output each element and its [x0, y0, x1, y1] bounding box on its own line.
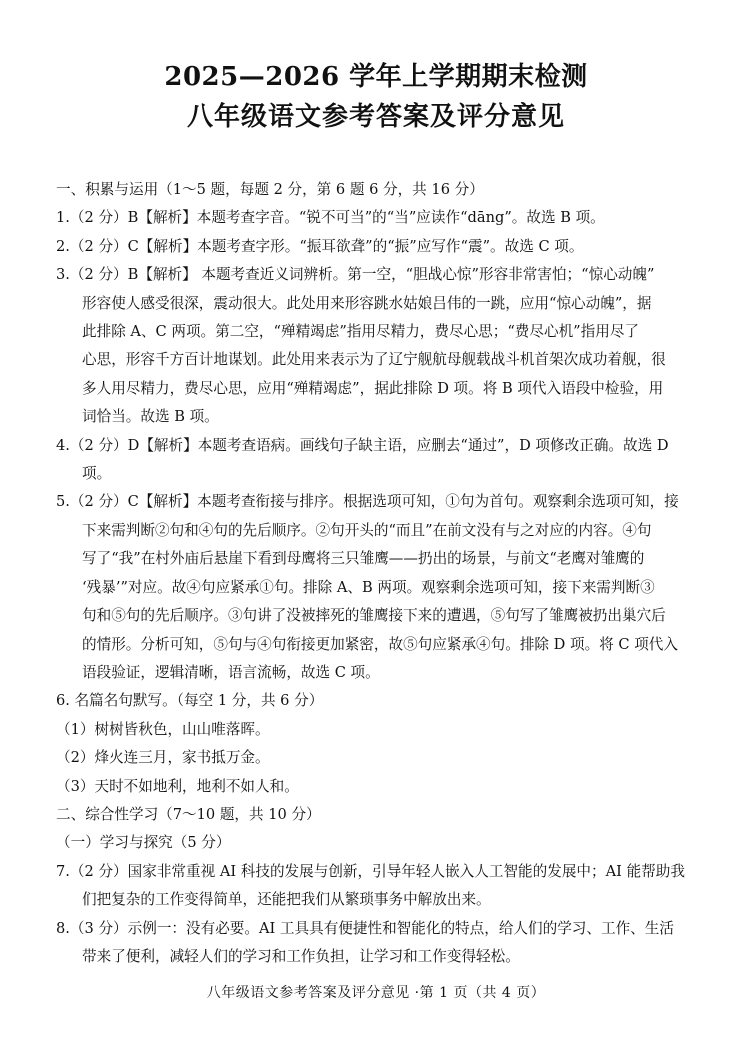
answer-line: 5.（2 分）C【解析】本题考查衔接与排序。根据选项可知，①句为首句。观察剩余选项可知，接	[56, 493, 679, 511]
answer-line: 此排除 A、C 两项。第二空，“殚精竭虑”指用尽精力，费尽心思；“费尽心机”指用尽了	[82, 323, 640, 341]
answer-q6-title: 6. 名篇名句默写。（每空 1 分，共 6 分）	[56, 692, 324, 710]
answer-line: ‘残暴’”对应。故④句应紧承①句。排除 A、B 两项。观察剩余选项可知，接下来需判断③	[82, 578, 655, 596]
answer-q7	[56, 858, 706, 915]
answer-line: 项。	[82, 465, 112, 483]
answer-q6-item-2: （2）烽火连三月，家书抵万金。	[56, 749, 270, 767]
answer-content	[56, 176, 706, 971]
answer-line: 多人用尽精力，费尽心思，应用“殚精竭虑”，据此排除 D 项。将 B 项代入语段中检验，用	[82, 379, 664, 397]
answer-line: 的情形。分析可知，⑤句与④句衔接更加紧密，故⑤句应紧承④句。排除 D 项。将 C 项代入	[82, 635, 678, 653]
answer-line: 心思，形容千方百计地谋划。此处用来表示为了辽宁舰航母舰载战斗机首架次成功着舰，很	[82, 351, 666, 369]
answer-q3	[56, 261, 706, 431]
answer-q6-item-1: （1）树树皆秋色，山山唯落晖。	[56, 720, 270, 738]
answer-line: 7.（2 分）国家非常重视 AI 科技的发展与创新，引导年轻人嵌入人工智能的发展中；AI 能帮助我	[56, 862, 685, 880]
answer-q6-item-3: （3）天时不如地利，地利不如人和。	[56, 777, 299, 795]
subsection-heading-1: （一）学习与探究（5 分）	[56, 834, 231, 852]
page-title: 2025—2026 学年上学期期末检测	[164, 62, 588, 92]
answer-q8	[56, 915, 706, 972]
answer-line: 4.（2 分）D【解析】本题考查语病。画线句子缺主语，应删去“通过”，D 项修改正确。故选 D	[56, 436, 669, 454]
page-subtitle: 八年级语文参考答案及评分意见	[186, 102, 565, 132]
section-heading-2: 二、综合性学习（7～10 题，共 10 分）	[56, 805, 321, 823]
section-heading-1: 一、积累与运用（1～5 题，每题 2 分，第 6 题 6 分，共 16 分）	[56, 181, 484, 198]
answer-line: 带来了便利，减轻人们的学习和工作负担，让学习和工作变得轻松。	[82, 947, 520, 965]
answer-line: 下来需判断②句和④句的先后顺序。②句开头的“而且”在前文没有与之对应的内容。④句	[82, 521, 652, 539]
answer-q4	[56, 432, 706, 489]
answer-line: 写了“我”在村外庙后悬崖下看到母鹰将三只雏鹰——扔出的场景，与前文“老鹰对雏鹰的	[82, 550, 645, 568]
answer-line: 形容使人感受很深，震动很大。此处用来形容跳水姑娘吕伟的一跳，应用“惊心动魄”，据	[82, 294, 652, 312]
answer-q2: 2.（2 分）C【解析】本题考查字形。“振耳欲聋”的“振”应写作“震”。故选 C 项。	[56, 237, 584, 255]
answer-line: 词恰当。故选 B 项。	[82, 408, 219, 426]
answer-line: 们把复杂的工作变得简单，还能把我们从繁琐事务中解放出来。	[82, 891, 491, 909]
answer-line: 8.（3 分）示例一：没有必要。AI 工具具有便捷性和智能化的特点，给人们的学习、工作、生活	[56, 919, 674, 937]
answer-line: 语段验证，逻辑清晰，语言流畅，故选 C 项。	[82, 663, 380, 681]
answer-line: 句和⑤句的先后顺序。③句讲了没被摔死的雏鹰接下来的遭遇，⑤句写了雏鹰被扔出巢穴后	[82, 607, 666, 625]
page-footer: 八年级语文参考答案及评分意见 ·第 1 页（共 4 页）	[206, 985, 546, 1001]
answer-q5	[56, 488, 706, 687]
answer-line: 3.（2 分）B【解析】 本题考查近义词辨析。第一空，“胆战心惊”形容非常害怕；“惊心动魄”	[56, 266, 655, 284]
answer-q1: 1.（2 分）B【解析】本题考查字音。“锐不可当”的“当”应读作“dāng”。故选 B 项。	[56, 209, 605, 227]
